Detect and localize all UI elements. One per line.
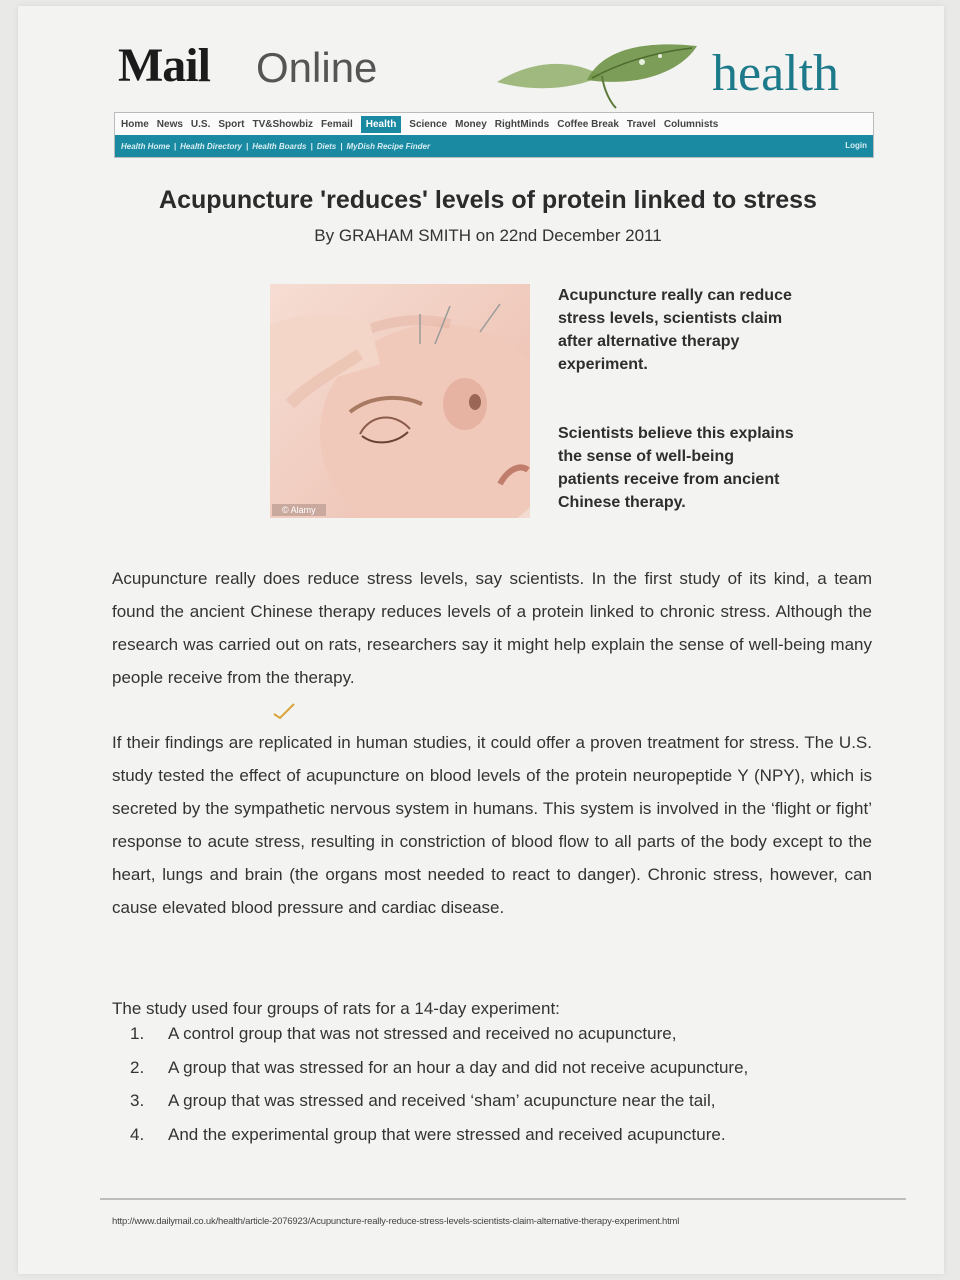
leaf-icon: [492, 40, 722, 110]
subnav-diets[interactable]: Diets: [316, 141, 337, 151]
nav-travel[interactable]: Travel: [626, 118, 656, 130]
paragraph-3: The study used four groups of rats for a 14-day experiment:: [112, 999, 560, 1018]
article-photo: [270, 284, 530, 518]
photo-caption-2: Scientists believe this explains the sense of well-being patients receive from ancient Chinese therapy.: [558, 425, 794, 511]
nav-health[interactable]: Health: [361, 116, 402, 133]
paragraph-2: If their findings are replicated in human studies, it could offer a proven treatment for stress. The U.S. study tested the effect of acupuncture on blood levels of the protein neuropeptide Y (NPY), which is secreted by the sympathetic nervous system in humans. This system is involved in the ‘flight or fight’ response to acute stress, resulting in constriction of blood flow to all parts of the body except to the heart, lungs and brain (the organs most needed to react to danger). Chronic stress, however, can cause elevated blood pressure and cardiac disease.: [112, 733, 872, 917]
nav-sport[interactable]: Sport: [218, 118, 245, 130]
online-logo: Online: [256, 44, 378, 91]
list-item: 1. A control group that was not stressed and received no acupuncture,: [130, 1024, 677, 1043]
article-byline: By GRAHAM SMITH on 22nd December 2011: [314, 226, 662, 245]
article-headline: Acupuncture 'reduces' levels of protein linked to stress: [159, 186, 817, 214]
nav-columnists[interactable]: Columnists: [663, 118, 719, 130]
source-url[interactable]: http://www.dailymail.co.uk/health/article-2076923/Acupuncture-really-reduce-stress-levels-scientists-claim-alternative-therapy-experiment.html: [112, 1216, 680, 1227]
subnav-mydish[interactable]: MyDish Recipe Finder: [346, 141, 431, 151]
pen-tick-mark: [272, 700, 298, 720]
face-illustration: [270, 284, 530, 518]
list-item: 3. A group that was stressed and received ‘sham’ acupuncture near the tail,: [130, 1091, 716, 1110]
footer-divider: [100, 1198, 906, 1200]
paragraph-1: Acupuncture really does reduce stress levels, say scientists. In the first study of its kind, a team found the ancient Chinese therapy reduces levels of a protein linked to chronic stress. Although the research was carried out on rats, researchers say it might help explain the sense of well-being many people receive from the therapy.: [112, 569, 872, 687]
nav-us[interactable]: U.S.: [190, 118, 211, 130]
nav-money[interactable]: Money: [455, 118, 487, 130]
subnav-health-directory[interactable]: Health Directory: [180, 141, 242, 151]
login-link[interactable]: Login: [845, 141, 867, 150]
list-item: 2. A group that was stressed for an hour a day and did not receive acupuncture,: [130, 1057, 749, 1077]
main-nav: [115, 113, 873, 135]
nav-rightminds[interactable]: RightMinds: [494, 118, 550, 130]
list-item: 4. And the experimental group that were stressed and received acupuncture.: [130, 1124, 726, 1144]
nav-femail[interactable]: Femail: [321, 118, 353, 130]
health-section-title: health: [712, 45, 840, 102]
mail-logo: Mail: [118, 39, 210, 92]
nav-coffee-break[interactable]: Coffee Break: [557, 118, 619, 130]
subnav-health-home[interactable]: Health Home: [121, 141, 170, 151]
subnav-health-boards[interactable]: Health Boards: [252, 141, 307, 151]
nav-news[interactable]: News: [156, 118, 183, 130]
nav-science[interactable]: Science: [409, 118, 448, 130]
nav-tv-showbiz[interactable]: TV&Showbiz: [252, 118, 314, 130]
masthead: [0, 0, 960, 112]
rat-groups-list: [130, 1024, 748, 1158]
sub-nav: Health Home | Health Directory | Health Boards | Diets | MyDish Recipe Finder Login: [115, 135, 873, 157]
nav-home[interactable]: Home: [121, 118, 149, 130]
photo-caption-1: Acupuncture really can reduce stress levels, scientists claim after alternative therapy experiment.: [558, 287, 792, 373]
photo-credit: © Alamy: [272, 504, 326, 516]
navigation-bar: [114, 112, 874, 158]
